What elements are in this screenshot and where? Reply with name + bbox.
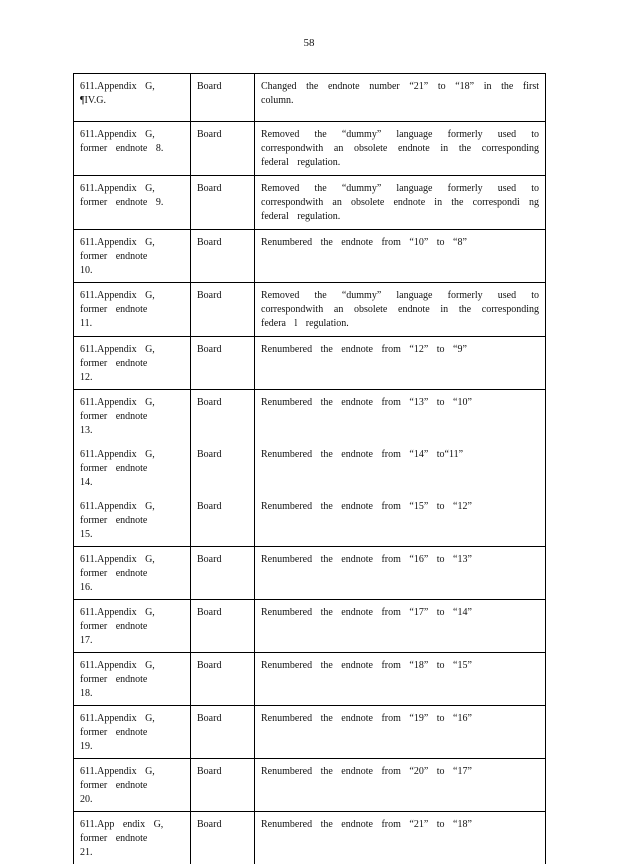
page-number: 58 (0, 37, 618, 49)
source-cell: Board (191, 759, 255, 812)
description-cell: Removed the “dummy” language formerly used to correspondwith an obsolete endnote in the corresponding federal regulation. (255, 122, 546, 176)
source-cell: Board (191, 390, 255, 443)
table-row (74, 442, 546, 494)
section-cell: 611.Appendix G, former endnote 12. (74, 337, 191, 390)
description-cell: Renumbered the endnote from “19” to “16” (255, 706, 546, 759)
description-cell: Renumbered the endnote from “15” to “12” (255, 494, 546, 547)
description-cell: Renumbered the endnote from “20” to “17” (255, 759, 546, 812)
section-cell: 611.Appendix G, former endnote 8. (74, 122, 191, 176)
table-row (74, 706, 546, 759)
section-cell: 611.Appendix G, former endnote 10. (74, 230, 191, 283)
description-cell: Renumbered the endnote from “17” to “14” (255, 600, 546, 653)
section-cell: 611.Appendix G, former endnote 11. (74, 283, 191, 337)
section-cell: 611.App endix G, former endnote 21. (74, 812, 191, 864)
source-cell: Board (191, 442, 255, 494)
source-cell: Board (191, 337, 255, 390)
table-row (74, 337, 546, 390)
source-cell: Board (191, 494, 255, 547)
source-cell: Board (191, 283, 255, 337)
section-cell: 611.Appendix G, former endnote 9. (74, 176, 191, 230)
table-row (74, 390, 546, 443)
section-cell: 611.Appendix G, ¶IV.G. (74, 74, 191, 122)
section-cell: 611.Appendix G, former endnote 14. (74, 442, 191, 494)
table-row (74, 653, 546, 706)
source-cell: Board (191, 122, 255, 176)
source-cell: Board (191, 812, 255, 864)
source-cell: Board (191, 653, 255, 706)
description-cell: Renumbered the endnote from “12” to “9” (255, 337, 546, 390)
description-cell: Renumbered the endnote from “13” to “10” (255, 390, 546, 443)
section-cell: 611.Appendix G, former endnote 16. (74, 547, 191, 600)
section-cell: 611.Appendix G, former endnote 19. (74, 706, 191, 759)
section-cell: 611.Appendix G, former endnote 20. (74, 759, 191, 812)
source-cell: Board (191, 74, 255, 122)
table-row (74, 759, 546, 812)
source-cell: Board (191, 706, 255, 759)
description-cell: Renumbered the endnote from “10” to “8” (255, 230, 546, 283)
section-cell: 611.Appendix G, former endnote 18. (74, 653, 191, 706)
table-row (74, 812, 546, 864)
section-cell: 611.Appendix G, former endnote 15. (74, 494, 191, 547)
table-row (74, 74, 546, 122)
table-row (74, 230, 546, 283)
amendments-table (73, 73, 546, 864)
source-cell: Board (191, 230, 255, 283)
description-cell: Renumbered the endnote from “16” to “13” (255, 547, 546, 600)
source-cell: Board (191, 547, 255, 600)
source-cell: Board (191, 600, 255, 653)
section-cell: 611.Appendix G, former endnote 17. (74, 600, 191, 653)
table-row (74, 176, 546, 230)
description-cell: Removed the “dummy” language formerly used to correspondwith an obsolete endnote in the correspondi ng federal regulation. (255, 176, 546, 230)
description-cell: Renumbered the endnote from “21” to “18” (255, 812, 546, 864)
description-cell: Renumbered the endnote from “18” to “15” (255, 653, 546, 706)
table-row (74, 122, 546, 176)
section-cell: 611.Appendix G, former endnote 13. (74, 390, 191, 443)
description-cell: Removed the “dummy” language formerly used to correspondwith an obsolete endnote in the corresponding federa l regulation. (255, 283, 546, 337)
table-row (74, 547, 546, 600)
description-cell: Changed the endnote number “21” to “18” in the first column. (255, 74, 546, 122)
description-cell: Renumbered the endnote from “14” to“11” (255, 442, 546, 494)
table-row (74, 283, 546, 337)
table-row (74, 494, 546, 547)
source-cell: Board (191, 176, 255, 230)
table-row (74, 600, 546, 653)
